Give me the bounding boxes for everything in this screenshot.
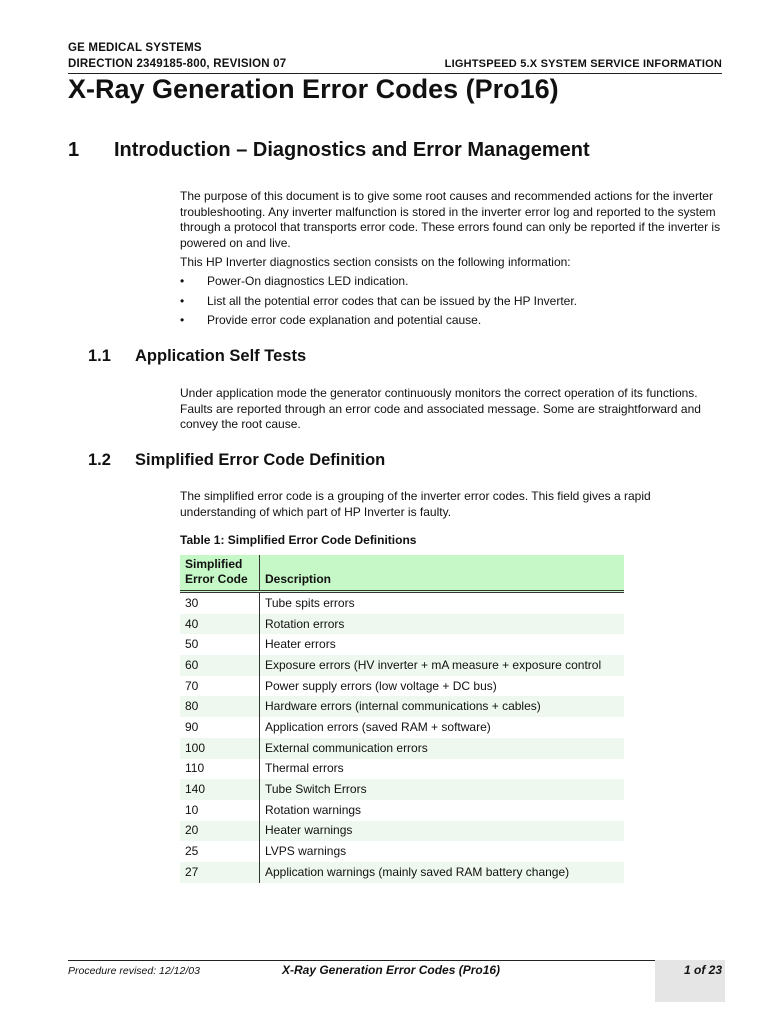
cell-description: LVPS warnings [265,844,347,859]
cell-error-code: 110 [180,759,260,780]
column-header-code [180,555,260,592]
column-header-description: Description [260,555,625,592]
bullet-icon: • [180,313,185,327]
section-1-2-heading [88,451,385,470]
cell-error-code: 80 [180,696,260,717]
header-company: GE MEDICAL SYSTEMS [68,42,202,54]
cell-description: Tube spits errors [265,595,355,610]
section-1-1-paragraph: Under application mode the generator continuously monitors the correct operation of its functions. Faults are reported through an error code and associated message. Some are straightforward and convey the root cause. [180,386,701,431]
table-row [180,592,624,614]
table-row [180,841,624,862]
table-row [180,862,624,883]
document-title: X-Ray Generation Error Codes (Pro16) [68,74,559,104]
section-1-paragraph-1: The purpose of this document is to give some root causes and recommended actions for the inverter troubleshooting. Any inverter malfunction is stored in the inverter error log and reported to the system through a protocol that transports error code. These errors found can only be reported if the inverter is powered on and live. [180,189,721,250]
section-1-2-paragraph: The simplified error code is a grouping of the inverter error codes. This field gives a rapid understanding of which part of HP Inverter is faulty. [180,489,651,519]
bullet-icon: • [180,293,185,308]
table-row [180,655,624,676]
section-1-1-title: Application Self Tests [135,347,307,365]
cell-description: Tube Switch Errors [260,779,625,800]
cell-description: Heater errors [265,637,336,652]
cell-error-code: 27 [180,862,260,883]
table-body [180,592,624,883]
bullet-text: List all the potential error codes that can be issued by the HP Inverter. [207,293,577,308]
column-header-code-line2: Error Code [185,572,248,586]
table-row [180,779,624,800]
cell-description: Hardware errors (internal communications + cables) [260,696,625,717]
cell-description: Thermal errors [265,761,344,776]
cell-error-code: 140 [180,779,260,800]
section-1-heading [68,139,590,162]
cell-description: Heater warnings [260,821,625,842]
cell-error-code: 100 [180,738,260,759]
section-1-number: 1 [68,139,80,161]
section-1-2-number: 1.2 [88,451,111,469]
header-direction: DIRECTION 2349185-800, REVISION 07 [68,58,287,70]
cell-error-code: 30 [180,592,260,614]
cell-description: Power supply errors (low voltage + DC bus) [265,678,497,693]
list-item [180,294,725,314]
list-item [180,274,725,294]
cell-error-code: 50 [180,634,260,655]
table-header-row [180,555,624,592]
cell-error-code: 40 [180,614,260,635]
bullet-text: Provide error code explanation and potential cause. [207,313,482,327]
table-row [180,614,624,635]
bullet-text: Power-On diagnostics LED indication. [207,274,409,288]
bullet-icon: • [180,274,185,288]
cell-description: Rotation errors [260,614,625,635]
cell-error-code: 70 [180,676,260,697]
table-row [180,696,624,717]
cell-error-code: 25 [180,841,260,862]
section-1-1-number: 1.1 [88,347,111,365]
cell-description: Exposure errors (HV inverter + mA measure + exposure control [260,655,625,676]
footer-divider [68,960,722,961]
table-row [180,800,624,821]
cell-description: External communication errors [260,738,625,759]
table-row [180,738,624,759]
footer-page-number: 1 of 23 [683,963,722,977]
table-row [180,676,624,697]
section-1-1-heading [88,347,306,366]
table-row [180,821,624,842]
section-1-2-title: Simplified Error Code Definition [135,451,386,469]
section-1-title: Introduction – Diagnostics and Error Management [114,139,590,161]
column-header-code-line1: Simplified [185,557,243,571]
cell-error-code: 10 [180,800,260,821]
table-row [180,717,624,738]
cell-error-code: 60 [180,655,260,676]
table-row [180,759,624,780]
error-code-table [180,555,624,883]
cell-error-code: 20 [180,821,260,842]
cell-description: Rotation warnings [265,802,362,817]
cell-error-code: 90 [180,717,260,738]
header-product: LIGHTSPEED 5.X SYSTEM SERVICE INFORMATION [444,58,722,70]
footer-title: X-Ray Generation Error Codes (Pro16) [282,963,501,977]
list-item [180,313,725,333]
footer-revised: Procedure revised: 12/12/03 [68,965,200,977]
section-1-bullet-list [180,274,725,333]
section-1-paragraph-2: This HP Inverter diagnostics section consists on the following information: [180,255,571,269]
table-row [180,634,624,655]
cell-description: Application errors (saved RAM + software) [265,719,491,734]
cell-description: Application warnings (mainly saved RAM battery change) [260,862,625,883]
table-caption: Table 1: Simplified Error Code Definitions [180,533,417,547]
